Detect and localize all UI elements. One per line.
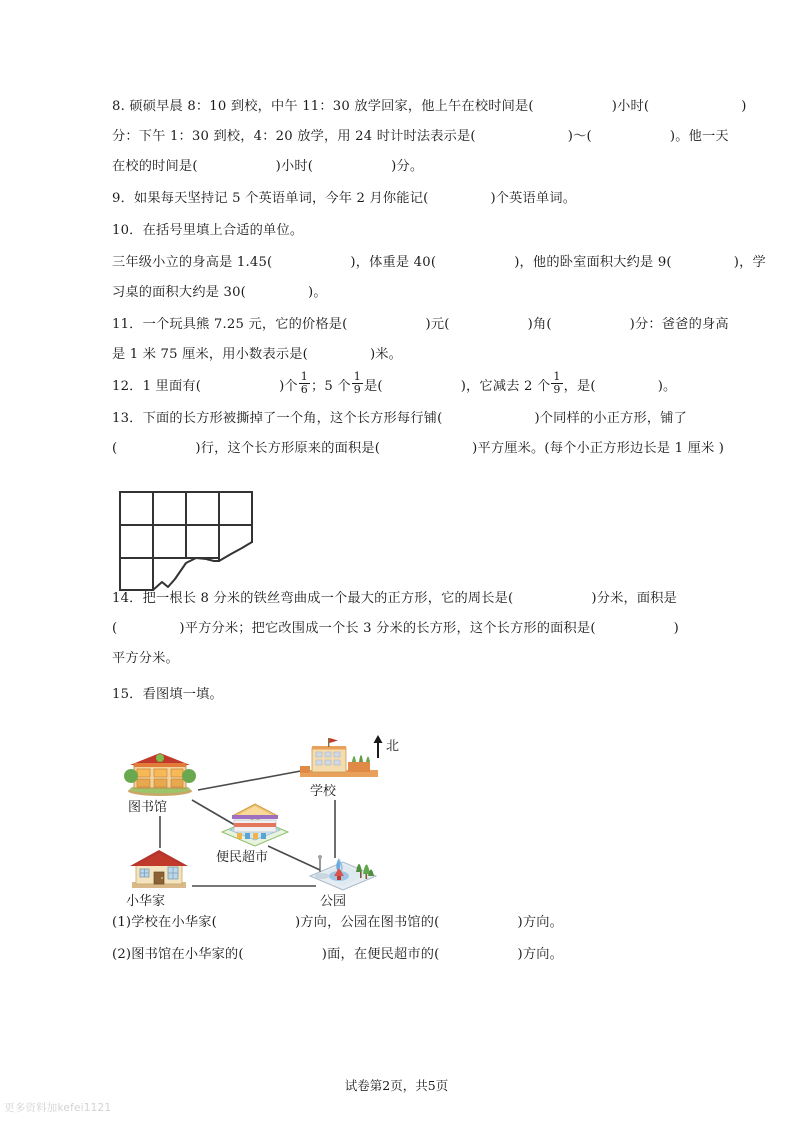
question-8: [112, 92, 747, 182]
question-15-sub2: [112, 940, 684, 970]
q15-sub1c: )方向。: [517, 915, 564, 930]
question-9: [112, 184, 684, 214]
library-icon-svg: [124, 748, 196, 796]
q15-sub2b: )面，在便民超市的(: [321, 947, 440, 962]
q11-l2a: 是 1 米 75 厘米，用小数表示是(: [112, 347, 308, 362]
q13-l2a: (: [112, 441, 118, 456]
q12-b: )个: [279, 379, 298, 394]
q8-blank2-close: ): [741, 99, 747, 114]
q13-l2c: )平方厘米。(每个小正方形边长是 1 厘米 ): [472, 441, 725, 456]
torn-edge-path: [153, 542, 252, 590]
frac3-numerator: 1: [553, 370, 561, 384]
q14-l2b: )平方分米；把它改围成一个长 3 分米的长方形，这个长方形的面积是(: [179, 621, 596, 636]
q13-l2b: )行，这个长方形原来的面积是(: [195, 441, 381, 456]
home-label: 小华家: [126, 894, 166, 909]
q10-l1a: 三年级小立的身高是 1.45(: [112, 255, 273, 270]
q10-l1b: )，体重是 40(: [350, 255, 437, 270]
q12-a: 12．1 里面有(: [112, 379, 202, 394]
north-label: 北: [386, 739, 400, 754]
school-building-icon: [300, 736, 378, 780]
park-fountain-icon: [306, 846, 380, 894]
q14-l2c: ): [673, 621, 680, 636]
question-10: [112, 216, 684, 246]
q8-blank5-close: )分。: [391, 159, 424, 174]
q9-tail: )个英语单词。: [490, 191, 577, 206]
q13-l1a: 13．下面的长方形被撕掉了一个角，这个长方形每行铺(: [112, 411, 443, 426]
q10-l1d: )，学: [733, 255, 766, 270]
school-label: 学校: [310, 784, 337, 799]
grid-svg: [118, 489, 278, 597]
frac2-denominator: 9: [353, 382, 361, 396]
q15-sub1a: (1)学校在小华家(: [112, 915, 217, 930]
q14-l1b: )分米，面积是: [591, 591, 678, 606]
q10-l2a: 习桌的面积大约是 30(: [112, 285, 247, 300]
q15-sub1b: )方向，公园在图书馆的(: [294, 915, 440, 930]
q11-l1b: )元(: [425, 317, 450, 332]
torn-rectangle-grid-figure: [118, 489, 278, 597]
q8-blank3-close: )～(: [567, 129, 592, 144]
park-icon-svg: [306, 846, 380, 894]
q10-l1c: )，他的卧室面积大约是 9(: [514, 255, 672, 270]
q8-blank4-close: )小时(: [275, 159, 314, 174]
park-label: 公园: [320, 894, 347, 909]
q15-stem: 15．看图填一填。: [112, 687, 223, 702]
q10-stem: 10．在括号里填上合适的单位。: [112, 223, 304, 238]
q14-l1a: 14．把一根长 8 分米的铁丝弯曲成一个最大的正方形，它的周长是(: [112, 591, 514, 606]
fraction-one-ninth-a: [352, 371, 363, 395]
fraction-one-ninth-b: [551, 371, 562, 395]
frac3-denominator: 9: [553, 382, 561, 396]
q14-l3: 平方分米。: [112, 651, 179, 666]
supermarket-building-icon: [218, 800, 292, 850]
q11-l1d: )分：爸爸的身高: [629, 317, 729, 332]
supermarket-icon-svg: [218, 800, 292, 850]
house-icon-svg: [126, 846, 192, 892]
library-building-icon: [124, 748, 196, 796]
q8-blank1-close: )小时(: [611, 99, 650, 114]
question-11: [112, 310, 729, 370]
frac1-denominator: 6: [300, 382, 308, 396]
house-icon: [126, 846, 192, 892]
page-footer: 试卷第2页，共5页: [344, 1078, 449, 1093]
watermark-text: 更多资料加kefei1121: [4, 1102, 112, 1114]
q12-g: )。: [657, 379, 677, 394]
question-13: [112, 404, 725, 464]
question-12: [112, 372, 684, 402]
direction-map-figure: [120, 728, 420, 918]
q15-sub2a: (2)图书馆在小华家的(: [112, 947, 244, 962]
q8-line1-text: 8. 硕硕早晨 8：10 到校，中午 11：30 放学回家，他上午在校时间是(: [112, 99, 534, 114]
frac2-numerator: 1: [353, 370, 361, 384]
frac1-numerator: 1: [300, 370, 308, 384]
q15-sub2c: )方向。: [517, 947, 564, 962]
q13-l1b: )个同样的小正方形，铺了: [534, 411, 688, 426]
q12-f: ，是(: [563, 379, 596, 394]
supermarket-label: 便民超市: [216, 850, 269, 865]
q10-l2b: )。: [308, 285, 327, 300]
q9-text: 9．如果每天坚持记 5 个英语单词，今年 2 月你能记(: [112, 191, 429, 206]
question-10-body: [112, 248, 766, 308]
q11-l2b: )米。: [369, 347, 403, 362]
q11-l1c: )角(: [527, 317, 552, 332]
q8-line3-text: 在校的时间是(: [112, 159, 198, 174]
question-15: [112, 680, 684, 710]
q8-line2-text: 分：下午 1：30 到校，4：20 放学，用 24 时计时法表示是(: [112, 129, 476, 144]
library-label: 图书馆: [128, 800, 168, 815]
q14-l2a: (: [112, 621, 118, 636]
q12-d: 是(: [363, 379, 383, 394]
fraction-one-sixth: [299, 371, 310, 395]
q11-l1a: 11．一个玩具熊 7.25 元，它的价格是(: [112, 317, 348, 332]
school-icon-svg: [300, 736, 378, 780]
question-14: [112, 584, 684, 674]
q8-line2-tail: )。他一天: [669, 129, 729, 144]
q12-e: )，它减去 2 个: [460, 379, 551, 394]
q12-c: ；5 个: [311, 379, 351, 394]
